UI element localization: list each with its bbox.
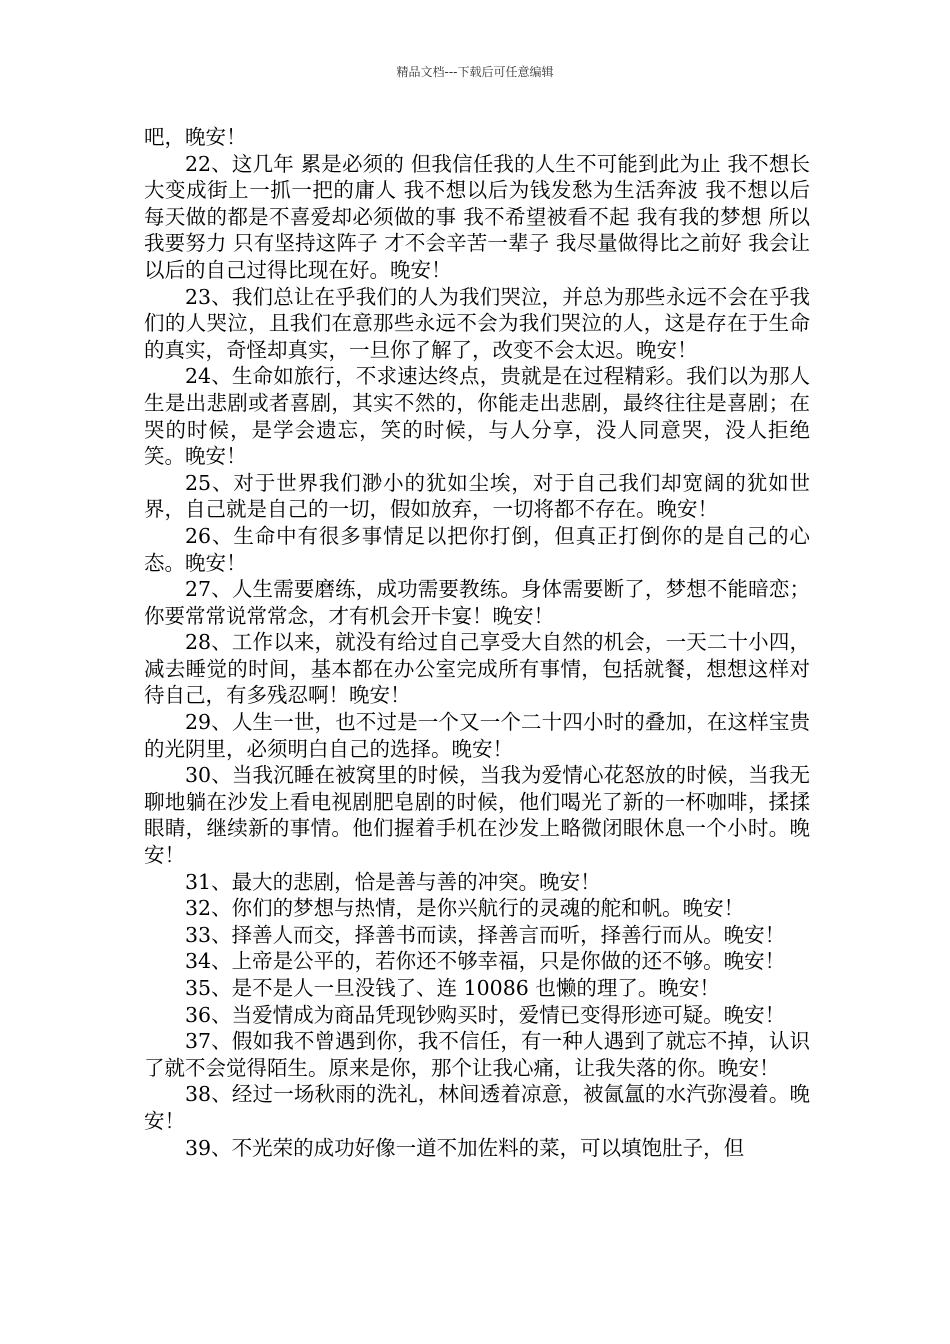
paragraph-22: 22、这几年 累是必须的 但我信任我的人生不可能到此为止 我不想长大变成街上一抓一把的庸人 我不想以后为钱发愁为生活奔波 我不想以后每天做的都是不喜爱却必须做的事 我不希望被看不起 我有我的梦想 所以我要努力 只有坚持这阵子 才不会辛苦一辈子 我尽量做得比之前好 我会让以后的自己过得比现在好。晚安！ [144,151,810,282]
paragraph-36: 36、当爱情成为商品凭现钞购买时，爱情已变得形迹可疑。晚安！ [185,1002,786,1027]
paragraph-28: 28、工作以来，就没有给过自己享受大自然的机会，一天二十小四，减去睡觉的时间，基本都在办公室完成所有事情，包括就餐，想想这样对待自己，有多残忍啊！晚安！ [144,630,810,708]
paragraph-38: 38、经过一场秋雨的洗礼，林间透着凉意，被氤氲的水汽弥漫着。晚安！ [144,1082,810,1133]
paragraph-35: 35、是不是人一旦没钱了、连 10086 也懒的理了。晚安！ [185,976,720,1000]
paragraph-24: 24、生命如旅行，不求速达终点，贵就是在过程精彩。我们以为那人生是出悲剧或者喜剧，其实不然的，你能走出悲剧，最终往往是喜剧；在哭的时候，是学会遗忘，笑的时候，与人分享，没人同意哭，没人拒绝笑。晚安！ [144,364,810,469]
paragraph-25: 25、对于世界我们渺小的犹如尘埃，对于自己我们却宽阔的犹如世界，自己就是自己的一切，假如放弃，一切将都不存在。晚安！ [144,470,810,522]
paragraph-37: 37、假如我不曾遇到你，我不信任，有一种人遇到了就忘不掉，认识了就不会觉得陌生。原来是你，那个让我心痛，让我失落的你。晚安！ [144,1029,810,1080]
paragraph-26: 26、生命中有很多事情足以把你打倒，但真正打倒你的是自己的心态。晚安！ [144,523,810,575]
paragraph-29: 29、人生一世，也不过是一个又一个二十四小时的叠加，在这样宝贵的光阴里，必须明白自己的选择。晚安！ [144,710,810,761]
paragraph-30: 30、当我沉睡在被窝里的时候，当我为爱情心花怒放的时候，当我无聊地躺在沙发上看电视剧肥皂剧的时候，他们喝光了新的一杯咖啡，揉揉眼睛，继续新的事情。他们握着手机在沙发上略微闭眼休息一个小时。晚安！ [144,763,810,868]
paragraph-32: 32、你们的梦想与热情，是你兴航行的灵魂的舵和帆。晚安！ [185,896,745,921]
paragraph-27: 27、人生需要磨练，成功需要教练。身体需要断了，梦想不能暗恋；你要常常说常常念，才有机会开卡宴！晚安！ [144,577,810,628]
paragraph-31: 31、最大的悲剧，恰是善与善的冲突。晚安！ [185,869,601,894]
paragraph-23: 23、我们总让在乎我们的人为我们哭泣，并总为那些永远不会在乎我们的人哭泣，且我们在意那些永远不会为我们哭泣的人，这是存在于生命的真实，奇怪却真实，一旦你了解了，改变不会太迟。晚安！ [144,284,810,362]
paragraph-34: 34、上帝是公平的，若你还不够幸福，只是你做的还不够。晚安！ [185,949,786,974]
paragraph-39: 39、不光荣的成功好像一道不加佐料的菜，可以填饱肚子，但 [185,1135,745,1160]
page-header: 精品文档---下载后可任意编辑 [396,65,554,79]
paragraph-33: 33、择善人而交，择善书而读，择善言而听，择善行而从。晚安！ [185,922,786,947]
document-body [144,124,810,1161]
paragraph-continuation: 吧，晚安！ [144,125,247,149]
